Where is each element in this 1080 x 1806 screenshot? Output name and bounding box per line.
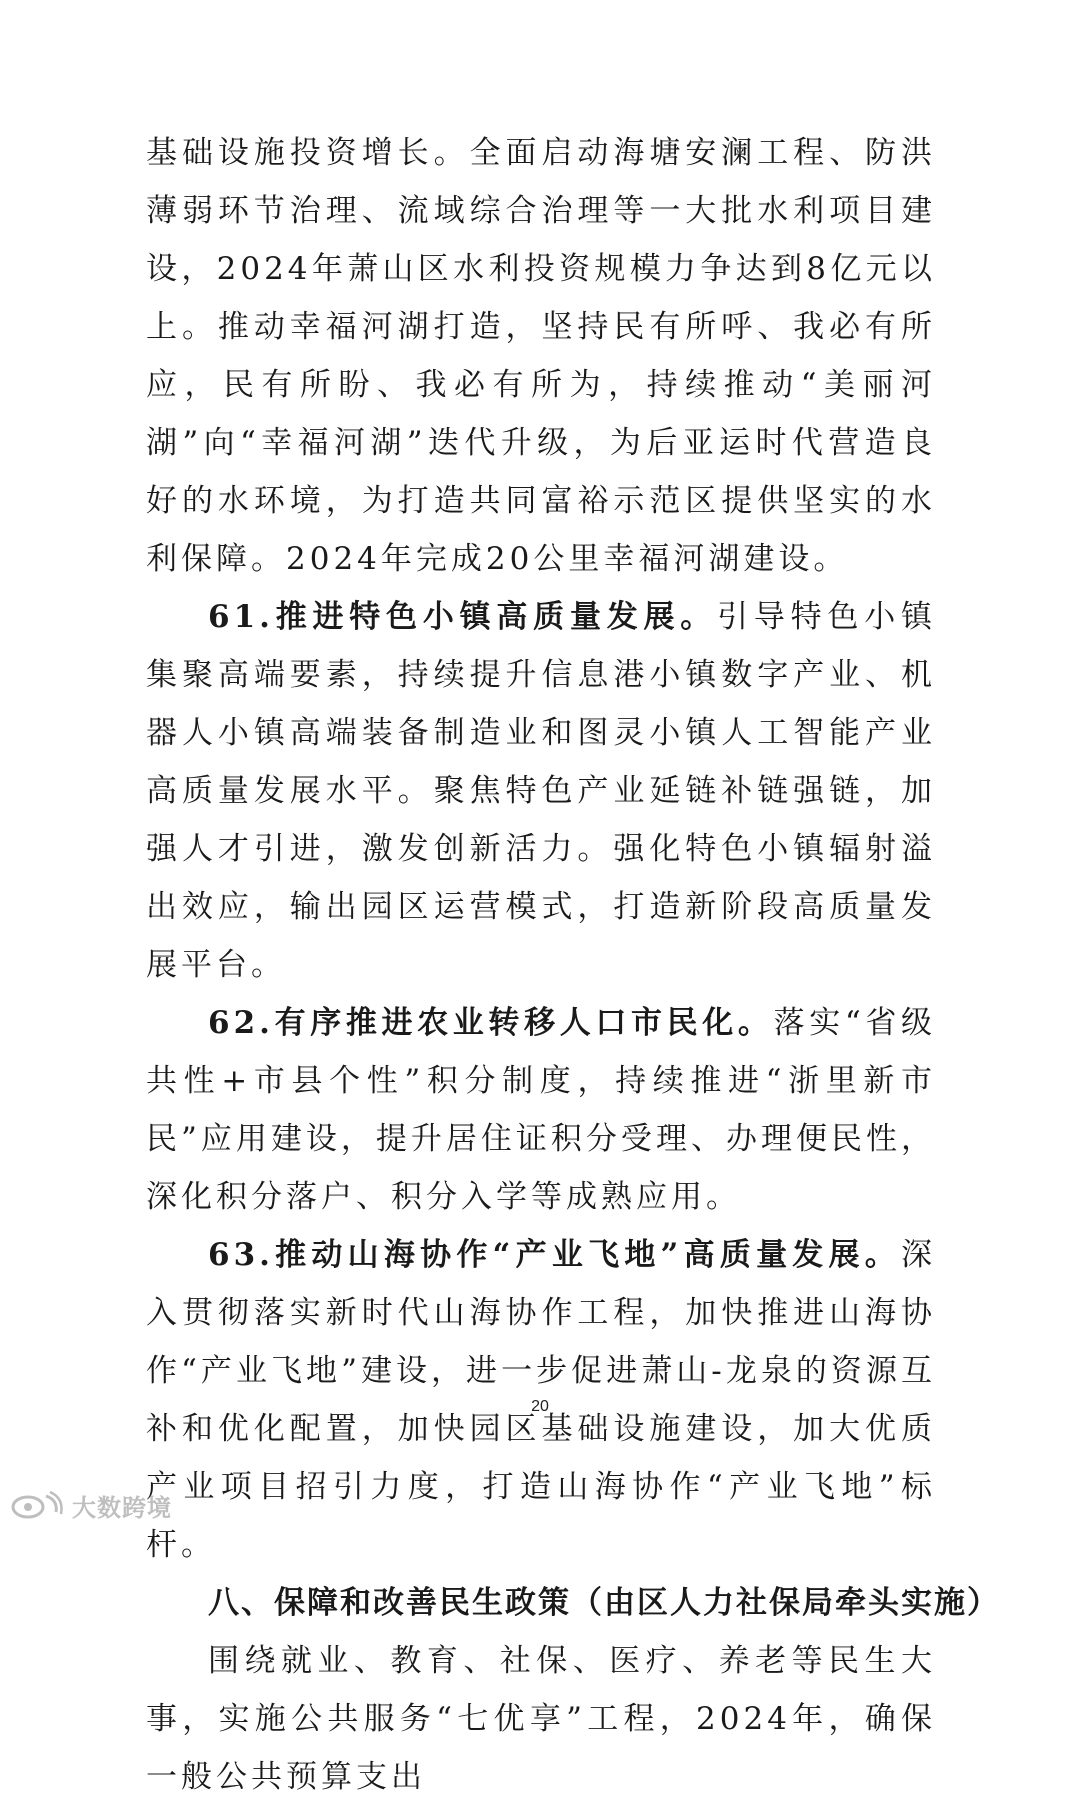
page-number: 20 xyxy=(531,1398,549,1415)
item-63-body: 深入贯彻落实新时代山海协作工程，加快推进山海协作“产业飞地”建设，进一步促进萧山-龙泉的资源互补和优化配置，加快园区基础设施建设，加大优质产业项目招引力度，打造山海协作“产业飞地”标杆。 xyxy=(146,1237,936,1563)
watermark xyxy=(8,1488,172,1522)
item-61-body: 引导特色小镇集聚高端要素，持续提升信息港小镇数字产业、机器人小镇高端装备制造业和图灵小镇人工智能产业高质量发展水平。聚焦特色产业延链补链强链，加强人才引进，激发创新活力。强化特色小镇辐射溢出效应，输出园区运营模式，打造新阶段高质量发展平台。 xyxy=(146,599,936,983)
item-61-heading: 61.推进特色小镇高质量发展。 xyxy=(208,599,718,635)
item-62-heading: 62.有序推进农业转移人口市民化。 xyxy=(208,1005,774,1041)
watermark-text: 大数跨境 xyxy=(72,1493,172,1522)
paragraph-livelihood: 围绕就业、教育、社保、医疗、养老等民生大事，实施公共服务“七优享”工程，2024年，确保一般公共预算支出 xyxy=(146,1643,936,1795)
item-62 xyxy=(146,994,936,1226)
paragraph-infrastructure-investment: 基础设施投资增长。全面启动海塘安澜工程、防洪薄弱环节治理、流域综合治理等一大批水利项目建设，2024年萧山区水利投资规模力争达到8亿元以上。推动幸福河湖打造，坚持民有所呼、我必有所应，民有所盼、我必有所为，持续推动“美丽河湖”向“幸福河湖”迭代升级，为后亚运时代营造良好的水环境，为打造共同富裕示范区提供坚实的水利保障。2024年完成20公里幸福河湖建设。 xyxy=(146,135,936,577)
weibo-eye-logo-icon xyxy=(8,1490,66,1520)
item-63-heading: 63.推动山海协作“产业飞地”高质量发展。 xyxy=(208,1237,901,1273)
item-62-body: 落实“省级共性+市县个性”积分制度，持续推进“浙里新市民”应用建设，提升居住证积分受理、办理便民性，深化积分落户、积分入学等成熟应用。 xyxy=(146,1005,936,1215)
section-8-title: 八、保障和改善民生政策（由区人力社保局牵头实施） xyxy=(208,1585,1000,1621)
item-61 xyxy=(146,588,936,994)
document-page xyxy=(146,124,1000,1806)
